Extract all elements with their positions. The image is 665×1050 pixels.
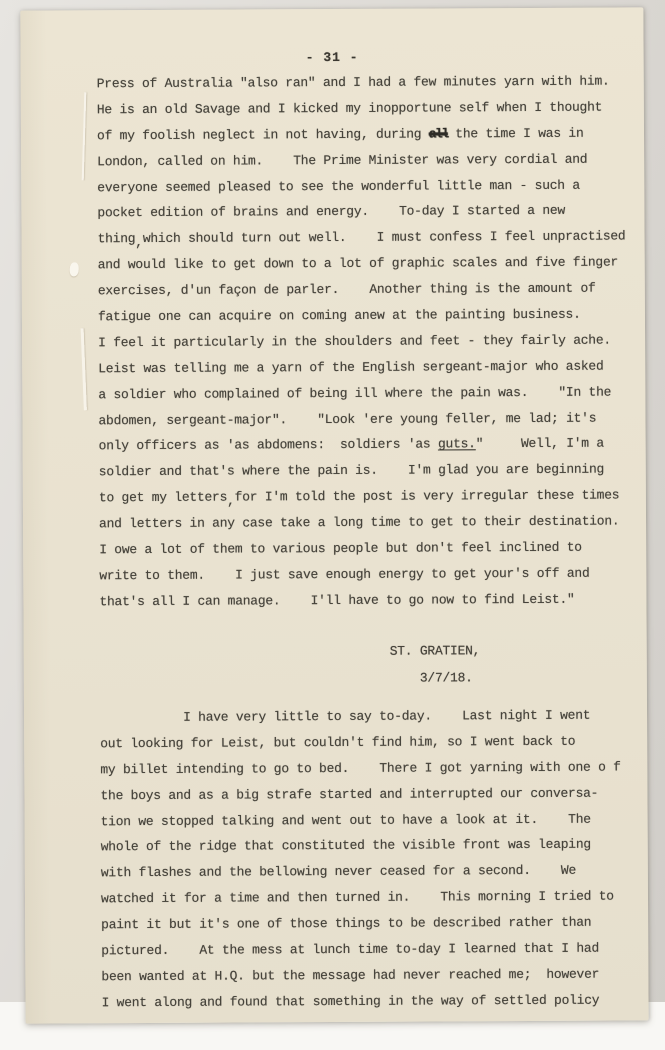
- typed-segment: been wanted at H.Q. but the message had never reached me; however: [101, 966, 600, 985]
- typed-line: [97, 146, 638, 175]
- typed-line: [97, 224, 638, 253]
- typed-segment: I have very little to say to-day. Last night I went: [183, 707, 591, 725]
- typed-segment-dropped: ,: [227, 493, 235, 509]
- typed-segment: of my foolish neglect in not having, during: [96, 126, 429, 144]
- typed-line: [101, 987, 642, 1016]
- typed-line: [99, 509, 640, 538]
- typed-segment: that's all I can manage. I'll have to go now to find Leist.": [99, 591, 575, 610]
- typed-segment: He is an old Savage and I kicked my inopportune self when I thought: [96, 99, 603, 118]
- typed-line: [100, 702, 641, 731]
- typed-line: [99, 534, 640, 563]
- typed-segment: paint it but it's one of those things to be described rather than: [101, 914, 592, 933]
- typed-line: [98, 327, 639, 356]
- typed-line: [100, 754, 641, 783]
- typed-line: [97, 198, 638, 227]
- typed-segment: the boys and as a big strafe started and interrupted our conversa-: [100, 785, 599, 803]
- typed-line: [99, 483, 640, 512]
- typed-segment: I owe a lot of them to various people but don't feel inclined to: [99, 539, 582, 558]
- page-number: - 31 -: [305, 49, 359, 66]
- typed-segment-strike: all: [428, 126, 448, 142]
- dateline-date: 3/7/18.: [419, 670, 473, 686]
- typed-segment: London, called on him. The Prime Minister was very cordial and: [97, 151, 588, 169]
- typed-segment: tion we stopped talking and went out to have a look at it. The: [100, 811, 591, 829]
- typed-line: [101, 884, 642, 913]
- typed-segment: whole of the ridge that constituted the visible front was leaping: [100, 837, 591, 855]
- typed-segment: out looking for Leist, but couldn't find him, so I went back to: [100, 733, 576, 752]
- typed-segment: I went along and found that something in the way of settled policy: [101, 992, 600, 1011]
- typed-line: [101, 858, 642, 887]
- typed-segment: and would like to get down to a lot of graphic scales and five finger: [97, 254, 619, 273]
- typed-line: [101, 961, 642, 990]
- typed-segment: a soldier who complained of being ill where the pain was. "In the: [98, 384, 612, 402]
- typed-line: [98, 276, 639, 305]
- typed-segment: pictured. At the mess at lunch time to-day I learned that I had: [101, 940, 600, 959]
- typed-line: [99, 431, 640, 460]
- typed-segment: which should turn out well. I must confess I feel unpractised: [142, 228, 626, 247]
- typed-line: [101, 935, 642, 964]
- typed-line: [99, 586, 640, 615]
- typed-line: [97, 68, 638, 97]
- typed-segment: for I'm told the post is very irregular these times: [234, 487, 620, 505]
- typed-line: [98, 405, 639, 434]
- typed-segment: thing: [97, 231, 136, 247]
- document-page: [20, 7, 648, 1023]
- typed-segment: Press of Australia "also ran" and I had a few minutes yarn with him.: [96, 73, 610, 92]
- typed-segment: with flashes and the bellowing never ceased for a second. We: [100, 863, 577, 881]
- paragraph-diary-entry-continued: [97, 68, 641, 615]
- typed-segment: write to them. I just save enough energy to get your's off and: [99, 565, 590, 584]
- paper-crease: [81, 328, 87, 410]
- typed-line: [98, 353, 639, 382]
- typed-segment: fatigue one can acquire on coming anew at the painting business.: [97, 306, 581, 325]
- typed-segment-underline: guts.: [437, 436, 476, 452]
- dateline-place: ST. GRATIEN,: [389, 643, 481, 659]
- typed-segment: to get my letters: [98, 489, 228, 506]
- typed-line: [100, 780, 641, 809]
- typed-line: [97, 94, 638, 123]
- typed-line: [99, 560, 640, 589]
- typed-segment: I feel it particularly in the shoulders and feet - they fairly ache.: [98, 332, 611, 351]
- typed-line: [101, 832, 642, 861]
- typed-segment: exercises, d'un façon de parler. Another thing is the amount of: [97, 280, 596, 299]
- typed-line: [97, 172, 638, 201]
- paragraph-diary-entry-new: [100, 702, 643, 1016]
- typed-segment: soldier and that's where the pain is. I'm glad you are beginning: [98, 461, 605, 480]
- typed-segment: Leist was telling me a yarn of the English sergeant-major who asked: [98, 358, 604, 377]
- typed-line: [98, 301, 639, 330]
- paper-crease: [82, 92, 87, 180]
- typed-segment: and letters in any case take a long time to get to their destination.: [99, 513, 620, 532]
- typed-segment-dropped: ,: [135, 235, 143, 251]
- typed-line: [98, 250, 639, 279]
- typed-segment: only officers as 'as abdomens: soldiers 'as: [98, 436, 439, 454]
- typed-line: [99, 457, 640, 486]
- typed-segment: pocket edition of brains and energy. To-day I started a new: [97, 203, 566, 221]
- typed-segment: " Well, I'm a: [475, 436, 604, 452]
- typed-segment: abdomen, sergeant-major". "Look 'ere young feller, me lad; it's: [98, 410, 597, 428]
- typed-segment: my billet intending to go to bed. There I got yarning with one o f: [100, 759, 621, 778]
- typed-segment: everyone seemed pleased to see the wonderful little man - such a: [97, 177, 580, 195]
- typed-line: [100, 728, 641, 757]
- typed-line: [101, 806, 642, 835]
- typed-line: [101, 910, 642, 939]
- typed-line: [98, 379, 639, 408]
- typed-line: [97, 120, 638, 149]
- paper-chip-mark: [70, 262, 79, 276]
- typed-segment: watched it for a time and then turned in. This morning I tried to: [100, 888, 614, 907]
- typed-segment: the time I was in: [447, 125, 584, 142]
